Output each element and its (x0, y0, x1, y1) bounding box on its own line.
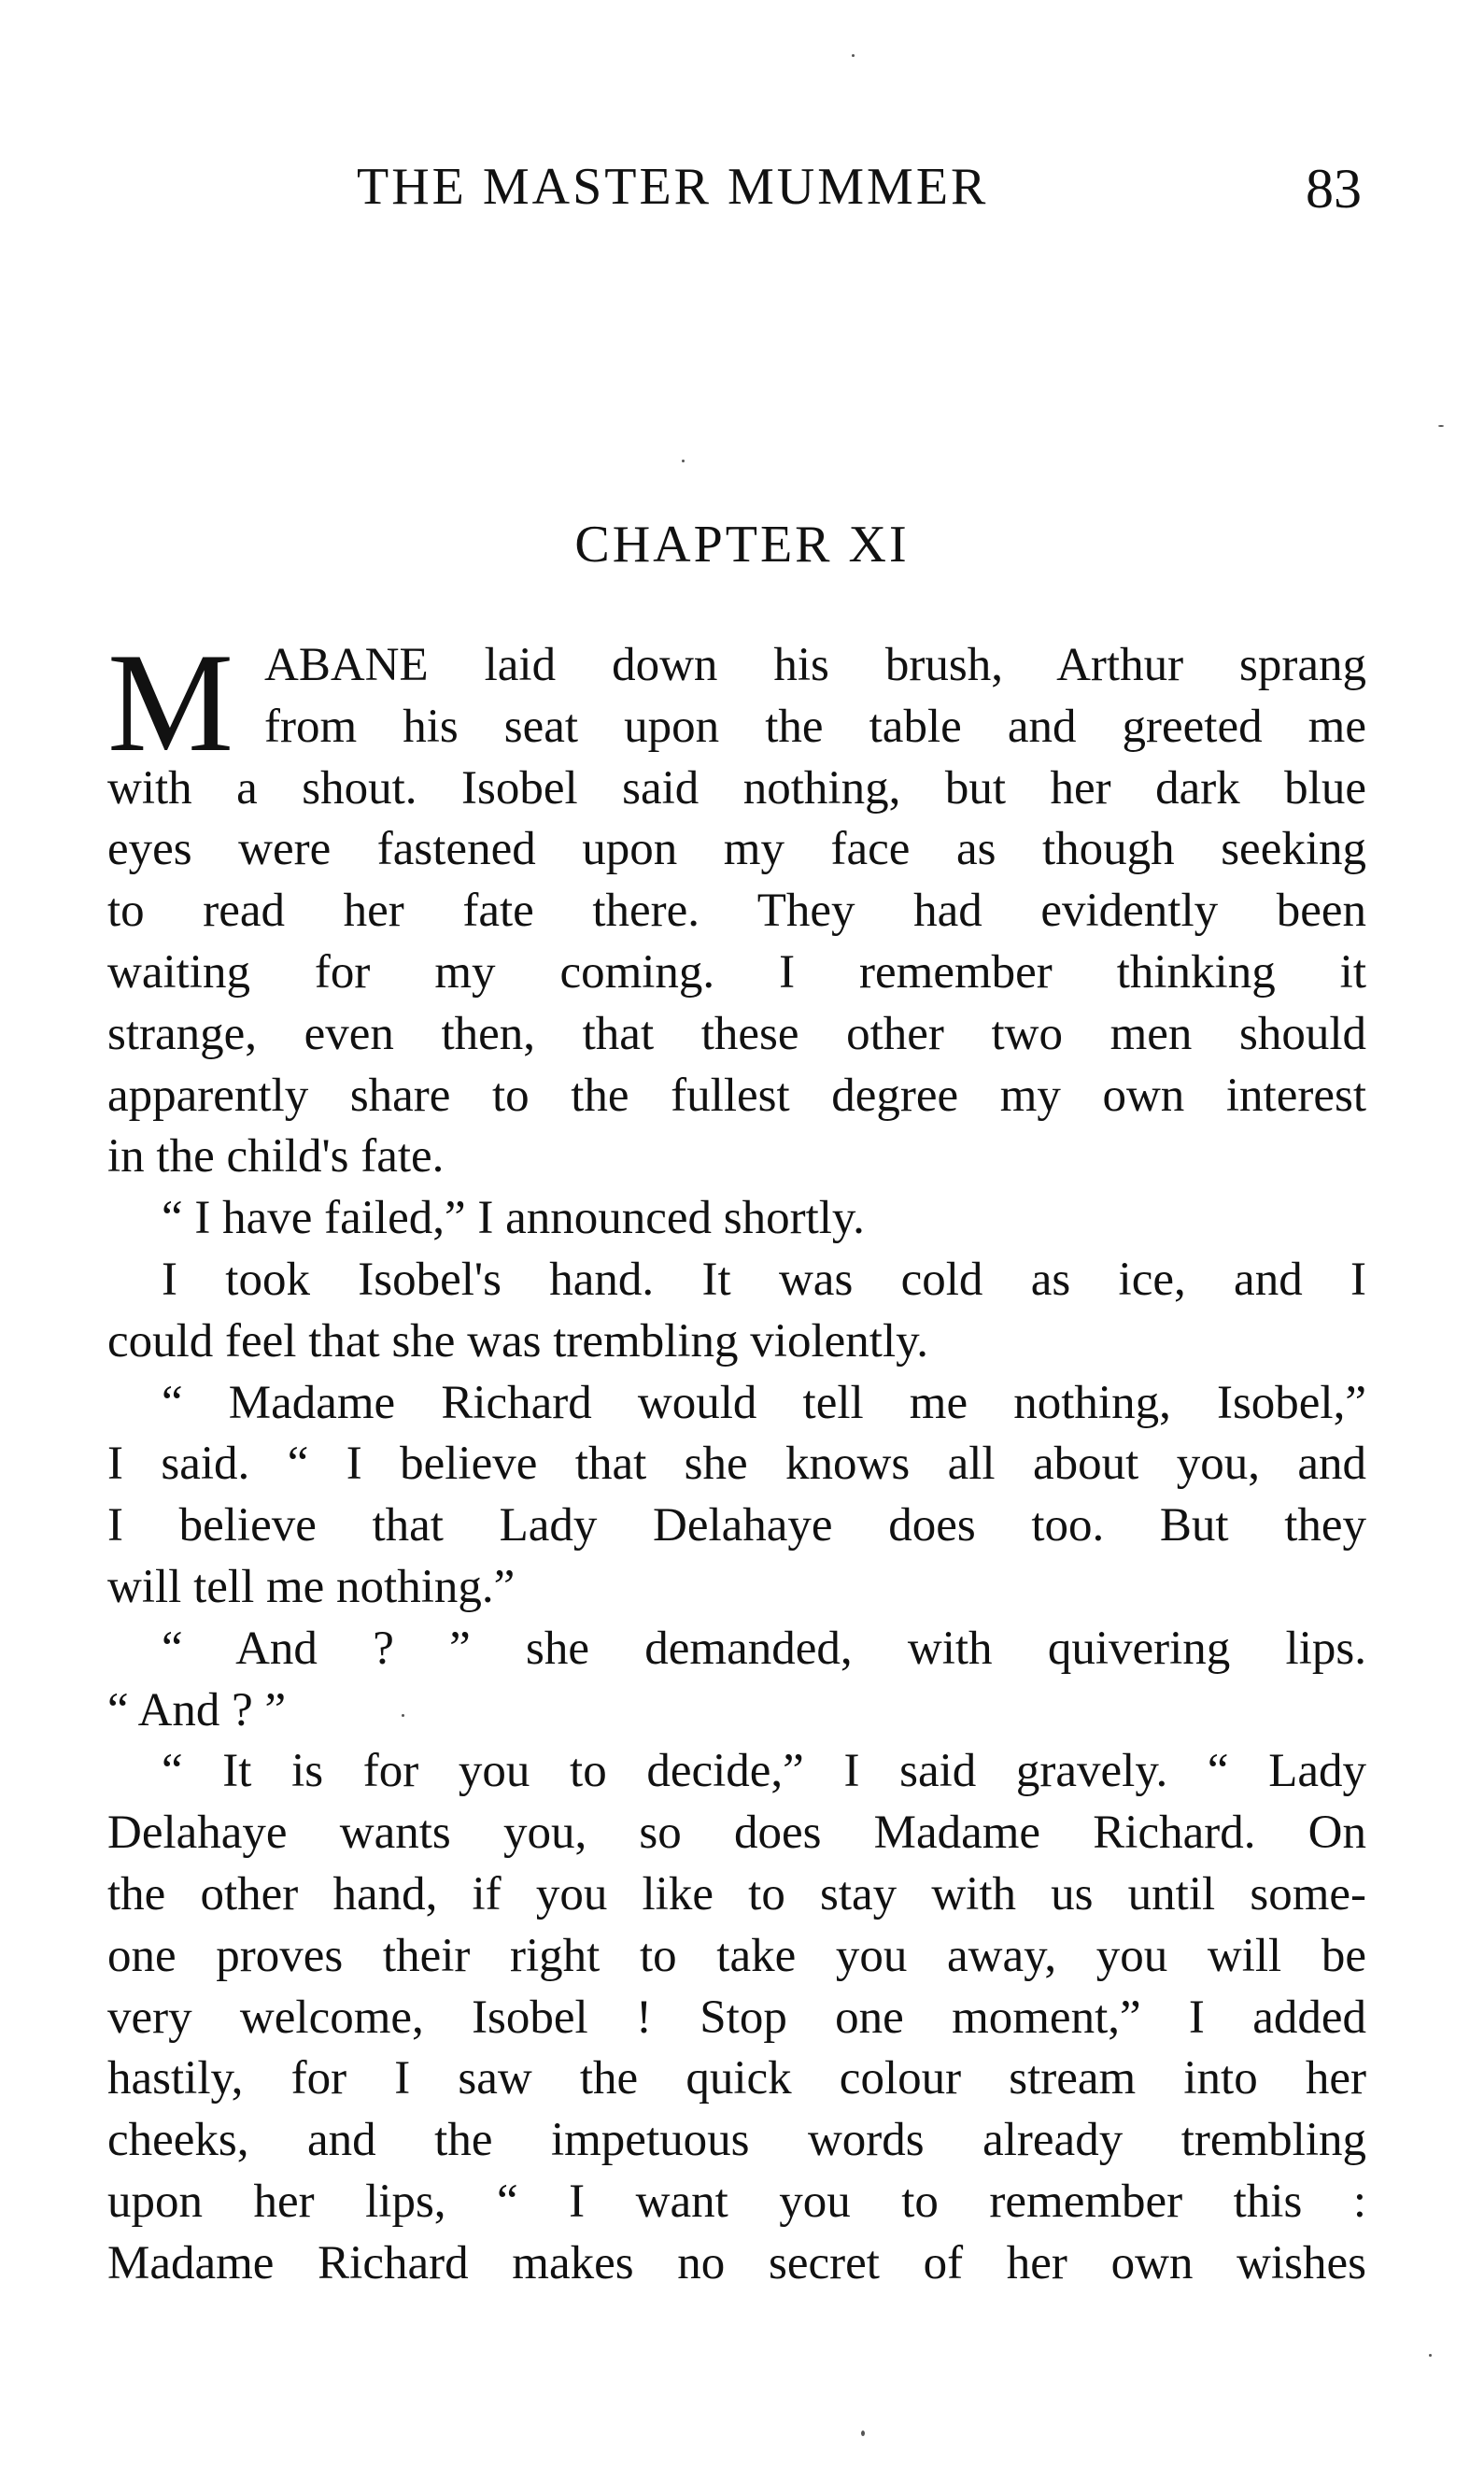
text-line: strange, even then, that these other two men should (107, 1007, 1366, 1060)
text-line: with a shout. Isobel said nothing, but her dark blue (107, 761, 1366, 815)
text-line: one proves their right to take you away, you will be (107, 1929, 1366, 1982)
text-line: ABANE laid down his brush, Arthur sprang (264, 639, 1366, 691)
text-line: hastily, for I saw the quick colour stream into her (107, 2052, 1366, 2105)
print-speck (682, 460, 685, 462)
body-text (107, 624, 1366, 2295)
print-speck (861, 2431, 865, 2436)
text-line: I took Isobel's hand. It was cold as ice, and I (162, 1253, 1366, 1306)
text-line: “ Madame Richard would tell me nothing, Isobel,” (162, 1376, 1366, 1429)
text-line: “ I have failed,” I announced shortly. (162, 1192, 865, 1245)
text-line: from his seat upon the table and greeted me (264, 700, 1366, 753)
text-line: “ It is for you to decide,” I said gravely. “ Lady (162, 1745, 1366, 1798)
text-line: waiting for my coming. I remember thinking it (107, 945, 1366, 999)
text-line: the other hand, if you like to stay with us until some- (107, 1867, 1366, 1920)
text-line: will tell me nothing.” (107, 1560, 516, 1613)
chapter-heading: CHAPTER XI (574, 516, 910, 574)
text-line: Madame Richard makes no secret of her own wishes (107, 2236, 1366, 2289)
text-line: apparently share to the fullest degree my own interest (107, 1069, 1366, 1122)
running-title: THE MASTER MUMMER (357, 158, 989, 216)
text-line: could feel that she was trembling violently. (107, 1314, 929, 1368)
text-line: I believe that Lady Delahaye does too. But they (107, 1499, 1366, 1552)
text-line: eyes were fastened upon my face as though seeking (107, 823, 1366, 876)
print-speck (1438, 425, 1444, 427)
text-line: “ And ? ” (107, 1683, 287, 1736)
text-line: I said. “ I believe that she knows all about you, and (107, 1438, 1366, 1491)
text-line: upon her lips, “ I want you to remember this : (107, 2175, 1366, 2228)
page-number: 83 (1306, 158, 1362, 220)
text-line: in the child's fate. (107, 1130, 445, 1183)
text-line: “ And ? ” she demanded, with quivering lips. (162, 1622, 1366, 1675)
running-head (0, 157, 1484, 222)
print-speck (1429, 2354, 1432, 2357)
text-line: cheeks, and the impetuous words already trembling (107, 2114, 1366, 2167)
print-speck (852, 54, 855, 57)
text-line: very welcome, Isobel ! Stop one moment,” I added (107, 1991, 1366, 2044)
text-line: to read her fate there. They had evidently been (107, 885, 1366, 938)
print-speck (402, 1714, 404, 1717)
drop-cap: M (107, 624, 234, 781)
text-line: Delahaye wants you, so does Madame Richard. On (107, 1807, 1366, 1860)
